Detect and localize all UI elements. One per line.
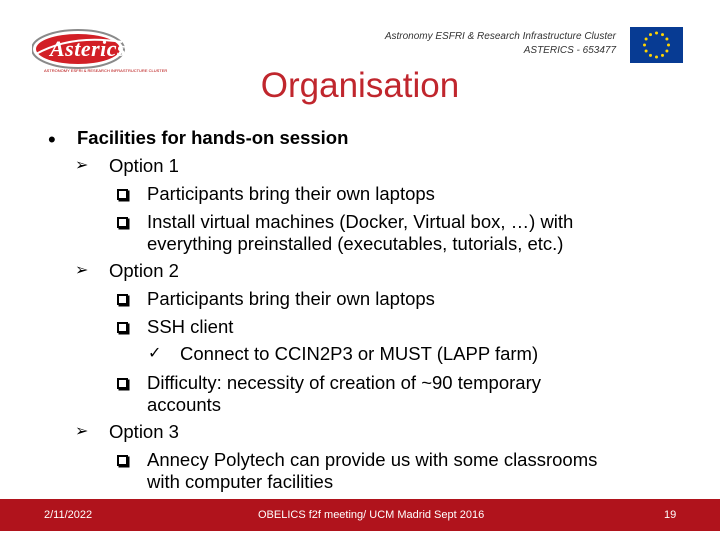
checkbox-bullet-icon (117, 217, 128, 228)
slide-title: Organisation (260, 66, 460, 105)
option-2-item-c-line2: accounts (147, 394, 222, 415)
header-caption (385, 30, 616, 58)
footer-page-number: 19 (664, 509, 677, 521)
option-2-item-a: Participants bring their own laptops (147, 288, 435, 309)
eu-flag-icon (630, 27, 683, 63)
option-1-item-b-line2: everything preinstalled (executables, tutorials, etc.) (147, 233, 564, 254)
checkbox-bullet-icon (117, 378, 128, 389)
header-line-1: Astronomy ESFRI & Research Infrastructure Cluster (384, 31, 616, 42)
bullet-dot-icon: • (48, 127, 56, 152)
eu-stars-ring (630, 27, 683, 63)
arrow-bullet-icon: ➢ (75, 157, 89, 174)
bullet-l0: Facilities for hands-on session (77, 127, 349, 148)
checkbox-bullet-icon (117, 455, 128, 466)
checkbox-bullet-icon (117, 294, 128, 305)
arrow-bullet-icon: ➢ (75, 262, 89, 279)
checkbox-bullet-icon (117, 322, 128, 333)
option-2-label: Option 2 (109, 260, 179, 281)
option-2-item-b: SSH client (147, 316, 234, 337)
option-3-item-a-line1: Annecy Polytech can provide us with some classrooms (147, 449, 598, 470)
option-3-label: Option 3 (109, 421, 179, 442)
footer-date: 2/11/2022 (44, 509, 93, 521)
checkbox-bullet-icon (117, 189, 128, 200)
footer-event: OBELICS f2f meeting/ UCM Madrid Sept 2016 (258, 509, 485, 521)
option-3-item-a-line2: with computer facilities (147, 471, 334, 492)
logo-tagline: ASTRONOMY ESFRI & RESEARCH INFRASTRUCTURE CLUSTER (44, 68, 168, 73)
option-1-label: Option 1 (109, 155, 179, 176)
header-line-2: ASTERICS - 653477 (523, 45, 616, 56)
arrow-bullet-icon: ➢ (75, 423, 89, 440)
logo-wordmark: Asterics (50, 36, 127, 61)
checkmark-bullet-icon: ✓ (148, 345, 162, 362)
option-1-item-b-line1: Install virtual machines (Docker, Virtual box, …) with (147, 211, 574, 232)
slide-footer (0, 499, 720, 531)
option-2-item-b-sub: Connect to CCIN2P3 or MUST (LAPP farm) (180, 343, 539, 364)
option-2-item-c-line1: Difficulty: necessity of creation of ~90 temporary (147, 372, 541, 393)
option-1-item-a: Participants bring their own laptops (147, 183, 435, 204)
